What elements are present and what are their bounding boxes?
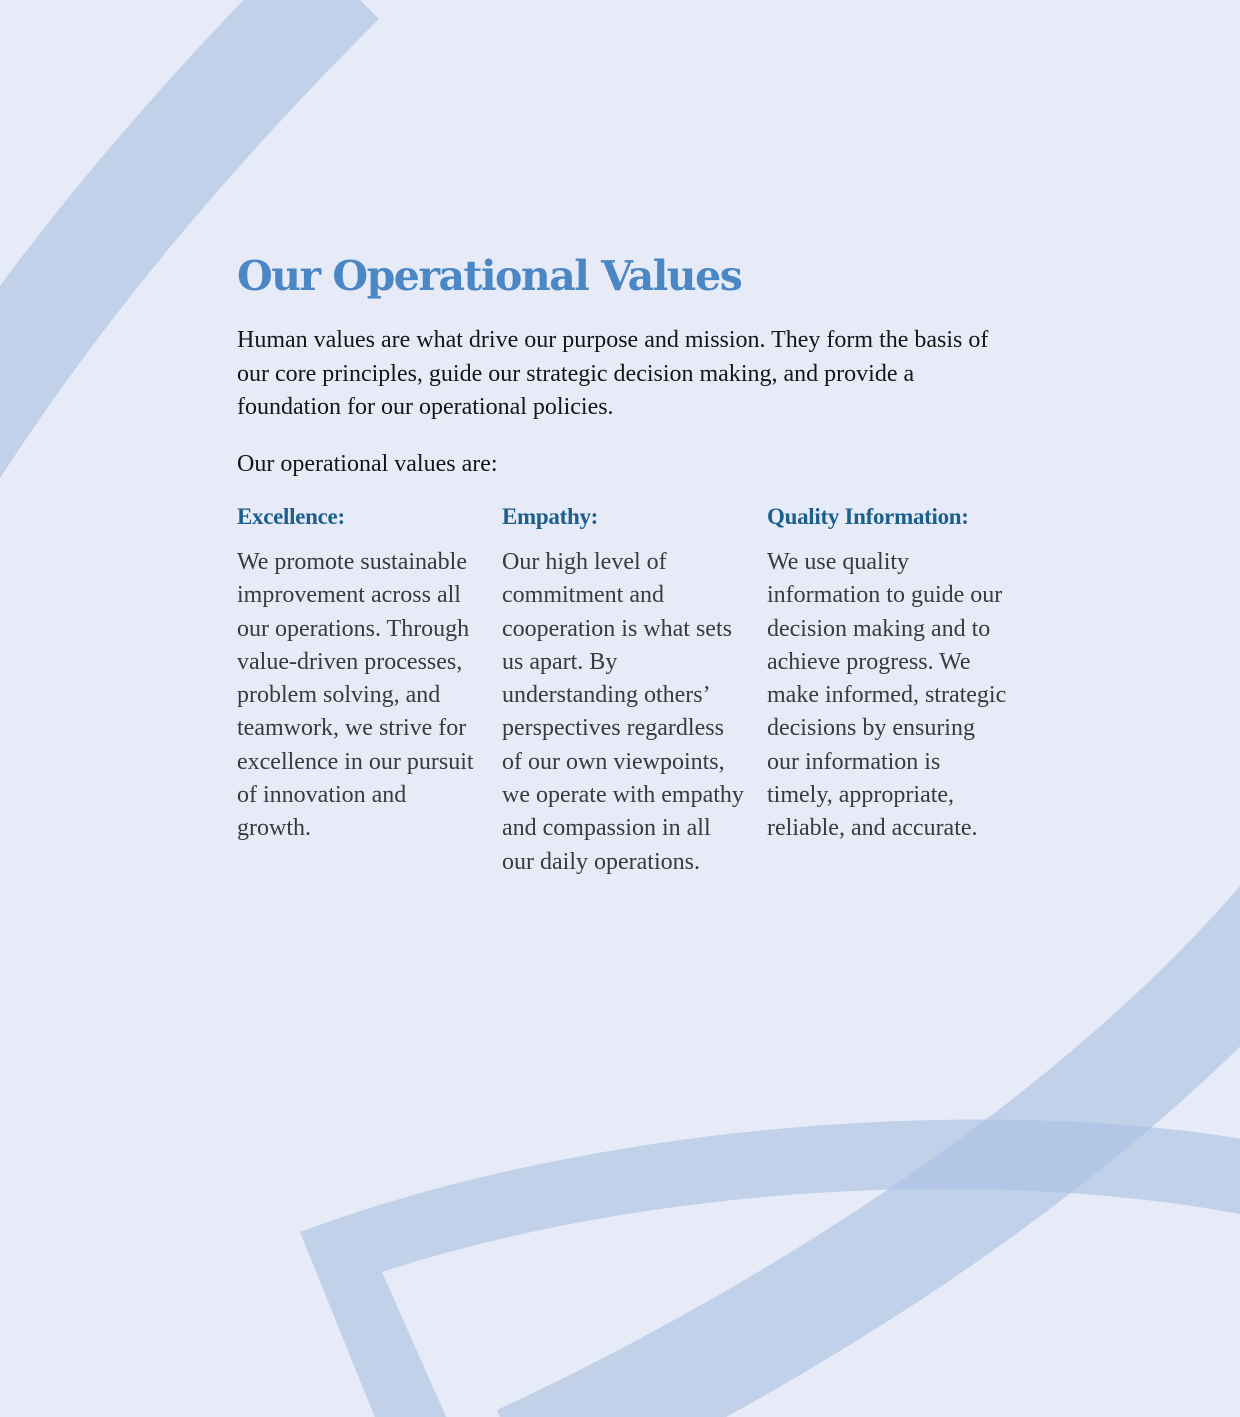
value-column-excellence: [237, 501, 502, 879]
values-lead-text: Our operational values are:: [237, 450, 498, 477]
value-column-empathy: [502, 501, 767, 879]
intro-paragraph: Human values are what drive our purpose and mission. They form the basis of our core principles, guide our strategic decision making, and provide a foundation for our operational policies.: [237, 327, 989, 420]
value-description: We use quality information to guide our decision making and to achieve progress. We make informed, strategic decisions by ensuring our information is timely, appropriate, reliable, and accurate.: [767, 549, 1007, 842]
values-columns: [237, 501, 1027, 879]
value-description: We promote sustainable improvement across all our operations. Through value-driven processes, problem solving, and teamwork, we strive for excellence in our pursuit of innovation and growth.: [237, 549, 474, 842]
value-column-quality-information: [767, 501, 1032, 879]
value-description: Our high level of commitment and cooperation is what sets us apart. By understanding others’ perspectives regardless of our own viewpoints, we operate with empathy and compassion in all our daily operations.: [502, 549, 744, 875]
page-title: Our Operational Values: [237, 252, 742, 300]
value-title: Quality Information:: [767, 504, 969, 529]
value-title: Excellence:: [237, 504, 345, 529]
value-title: Empathy:: [502, 504, 599, 529]
values-section: [237, 250, 1027, 879]
